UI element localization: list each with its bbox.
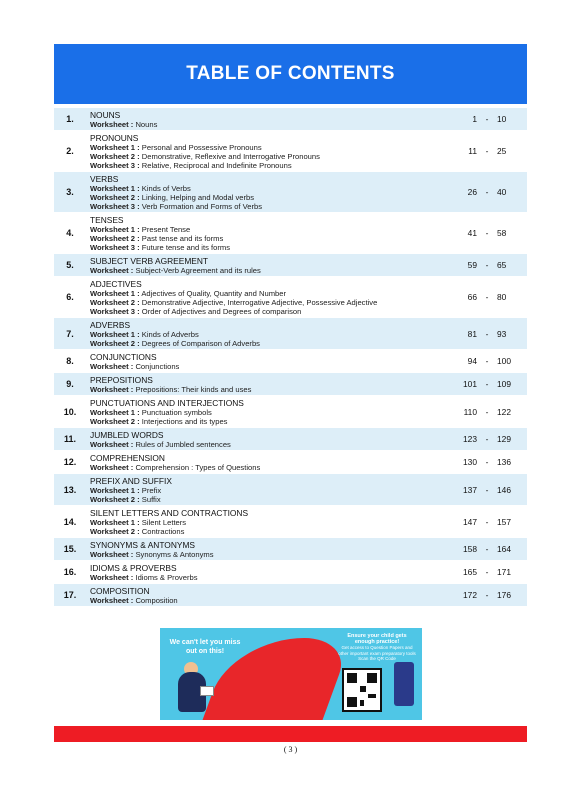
worksheet-label: Worksheet 1 :	[90, 408, 140, 417]
banner-scan-label: Scan the QR Code	[358, 656, 396, 661]
worksheet-label: Worksheet 2 :	[90, 417, 140, 426]
toc-number: 15.	[63, 544, 77, 554]
page-start: 1	[472, 114, 477, 124]
page-range-dash: -	[485, 567, 489, 577]
toc-row[interactable]	[54, 350, 527, 373]
page-range	[447, 457, 527, 467]
toc-number: 12.	[63, 457, 77, 467]
worksheet-text: Punctuation symbols	[141, 408, 212, 417]
banner-message: We can't let you miss out on this!	[169, 639, 241, 655]
toc-number: 3.	[66, 187, 74, 197]
worksheet-text: Synonyms & Antonyms	[135, 550, 214, 559]
page-range-dash: -	[485, 356, 489, 366]
page-start: 123	[463, 434, 477, 444]
worksheet-text: Comprehension : Types of Questions	[135, 463, 261, 472]
toc-number: 2.	[66, 146, 74, 156]
phone-icon	[394, 662, 414, 706]
page-start: 11	[468, 146, 477, 156]
page-start: 172	[463, 590, 477, 600]
worksheet-label: Worksheet 1 :	[90, 225, 140, 234]
toc-number: 1.	[66, 114, 74, 124]
page-range	[447, 292, 527, 302]
toc-row[interactable]	[54, 108, 527, 131]
page-start: 110	[463, 406, 477, 417]
page-end: 25	[497, 146, 507, 156]
toc-row[interactable]	[54, 373, 527, 396]
worksheet-line	[90, 120, 447, 129]
worksheet-text: Interjections and its types	[141, 417, 228, 426]
worksheet-line	[90, 339, 447, 348]
chapter-title: NOUNS	[90, 110, 121, 120]
worksheet-label: Worksheet 1 :	[90, 330, 140, 339]
page-end: 157	[497, 516, 511, 527]
page-start: 41	[467, 228, 477, 238]
worksheet-line	[90, 417, 447, 426]
worksheet-text: Conjunctions	[135, 362, 180, 371]
worksheet-label: Worksheet 3 :	[90, 161, 140, 170]
worksheet-label: Worksheet 2 :	[90, 527, 140, 536]
chapter-title: IDIOMS & PROVERBS	[90, 563, 177, 573]
worksheet-text: Demonstrative Adjective, Interrogative Adjective, Possessive Adjective	[141, 298, 378, 307]
banner-side-heading: Ensure your child gets enough practice!	[347, 633, 407, 645]
page-start: 94	[467, 356, 477, 366]
worksheet-text: Suffix	[141, 495, 161, 504]
worksheet-line	[90, 486, 447, 495]
table-of-contents	[54, 108, 527, 607]
toc-number: 17.	[63, 590, 77, 600]
worksheet-line	[90, 550, 447, 559]
page-start: 147	[463, 516, 477, 527]
page-end: 164	[497, 544, 511, 554]
toc-content	[86, 108, 447, 130]
toc-content	[86, 254, 447, 276]
page-number: ( 3 )	[283, 745, 298, 754]
toc-content	[86, 213, 447, 253]
toc-number: 10.	[63, 406, 77, 417]
page-start: 81	[467, 328, 477, 339]
worksheet-label: Worksheet 2 :	[90, 152, 140, 161]
page-range	[447, 434, 527, 444]
chapter-title: PREPOSITIONS	[90, 375, 153, 385]
page-end: 93	[497, 328, 507, 339]
toc-content	[86, 451, 447, 473]
page-range	[447, 485, 527, 495]
page-range-dash: -	[485, 187, 489, 197]
page-end: 10	[497, 114, 507, 124]
page-range-dash: -	[485, 228, 489, 238]
worksheet-label: Worksheet 2 :	[90, 234, 140, 243]
page-range-dash: -	[485, 516, 489, 527]
page-range	[447, 114, 527, 124]
toc-number: 14.	[63, 516, 77, 527]
worksheet-line	[90, 408, 447, 417]
worksheet-label: Worksheet 3 :	[90, 243, 140, 252]
chapter-title: SUBJECT VERB AGREEMENT	[90, 256, 209, 266]
worksheet-label: Worksheet :	[90, 362, 134, 371]
worksheet-text: Personal and Possessive Pronouns	[141, 143, 262, 152]
worksheet-line	[90, 596, 447, 605]
toc-number: 5.	[66, 260, 74, 270]
worksheet-text: Composition	[135, 596, 178, 605]
worksheet-label: Worksheet 2 :	[90, 193, 140, 202]
toc-content	[86, 318, 447, 349]
worksheet-text: Verb Formation and Forms of Verbs	[141, 202, 263, 211]
page-start: 101	[463, 379, 477, 389]
page-range-dash: -	[485, 292, 489, 302]
footer-bar	[54, 726, 527, 742]
worksheet-label: Worksheet :	[90, 440, 134, 449]
toc-content	[86, 172, 447, 212]
page-range	[447, 356, 527, 366]
worksheet-label: Worksheet 1 :	[90, 143, 140, 152]
worksheet-text: Prepositions: Their kinds and uses	[135, 385, 252, 394]
toc-content	[86, 373, 447, 395]
toc-content	[86, 277, 447, 317]
worksheet-line	[90, 362, 447, 371]
worksheet-text: Nouns	[135, 120, 158, 129]
worksheet-label: Worksheet 1 :	[90, 289, 140, 298]
toc-content	[86, 561, 447, 583]
chapter-title: ADVERBS	[90, 320, 131, 330]
page-end: 58	[497, 228, 507, 238]
chapter-title: PUNCTUATIONS AND INTERJECTIONS	[90, 398, 244, 408]
worksheet-line	[90, 202, 447, 211]
toc-row[interactable]	[54, 561, 527, 584]
page-range	[447, 567, 527, 577]
page-range-dash: -	[485, 379, 489, 389]
toc-row[interactable]	[54, 451, 527, 474]
toc-row[interactable]	[54, 584, 527, 607]
page-range	[447, 146, 527, 156]
page-range-dash: -	[485, 590, 489, 600]
toc-number: 8.	[66, 356, 74, 366]
page-start: 137	[463, 484, 477, 495]
worksheet-label: Worksheet 3 :	[90, 202, 140, 211]
page-range	[447, 544, 527, 554]
worksheet-label: Worksheet 2 :	[90, 339, 140, 348]
worksheet-label: Worksheet :	[90, 596, 134, 605]
toc-row[interactable]	[54, 428, 527, 451]
toc-row[interactable]	[54, 318, 527, 350]
worksheet-text: Silent Letters	[141, 518, 187, 527]
page-end: 100	[497, 356, 511, 366]
toc-number: 11.	[63, 434, 76, 444]
page-range-dash: -	[485, 544, 489, 554]
toc-content	[86, 584, 447, 606]
page-end: 176	[497, 590, 511, 600]
book-icon	[200, 686, 214, 696]
page-range	[447, 260, 527, 270]
page-range-dash: -	[485, 457, 489, 467]
page-start: 66	[467, 292, 477, 302]
worksheet-line	[90, 225, 447, 234]
qr-code-icon[interactable]	[342, 668, 382, 712]
chapter-title: CONJUNCTIONS	[90, 352, 157, 362]
page-range	[447, 379, 527, 389]
worksheet-line	[90, 152, 447, 161]
worksheet-line	[90, 289, 447, 298]
worksheet-label: Worksheet 2 :	[90, 495, 140, 504]
worksheet-label: Worksheet 1 :	[90, 518, 140, 527]
chapter-title: VERBS	[90, 174, 119, 184]
worksheet-line	[90, 307, 447, 316]
page-range	[447, 187, 527, 197]
worksheet-line	[90, 518, 447, 527]
chapter-title: SYNONYMS & ANTONYMS	[90, 540, 196, 550]
worksheet-label: Worksheet :	[90, 385, 134, 394]
toc-content	[86, 396, 447, 427]
worksheet-label: Worksheet 2 :	[90, 298, 140, 307]
worksheet-label: Worksheet :	[90, 550, 134, 559]
page-start: 165	[463, 567, 477, 577]
page-range-dash: -	[485, 260, 489, 270]
worksheet-text: Linking, Helping and Modal verbs	[141, 193, 255, 202]
worksheet-text: Adjectives of Quality, Quantity and Number	[141, 289, 286, 298]
chapter-title: PRONOUNS	[90, 133, 139, 143]
toc-content	[86, 131, 447, 171]
chapter-title: TENSES	[90, 215, 124, 225]
chapter-title: COMPOSITION	[90, 586, 150, 596]
worksheet-label: Worksheet :	[90, 266, 134, 275]
page-range-dash: -	[485, 146, 489, 156]
toc-content	[86, 474, 447, 505]
worksheet-label: Worksheet 1 :	[90, 184, 140, 193]
worksheet-line	[90, 298, 447, 307]
page-range	[447, 329, 527, 339]
worksheet-label: Worksheet 1 :	[90, 486, 140, 495]
worksheet-line	[90, 143, 447, 152]
worksheet-label: Worksheet :	[90, 120, 134, 129]
worksheet-text: Kinds of Adverbs	[141, 330, 199, 339]
chapter-title: ADJECTIVES	[90, 279, 142, 289]
page-end: 136	[497, 457, 511, 467]
worksheet-text: Idioms & Proverbs	[135, 573, 198, 582]
worksheet-line	[90, 440, 447, 449]
page-range-dash: -	[485, 328, 489, 339]
toc-row[interactable]	[54, 277, 527, 318]
toc-row[interactable]	[54, 254, 527, 277]
toc-number: 13.	[63, 484, 77, 495]
chapter-title: PREFIX AND SUFFIX	[90, 476, 172, 486]
toc-content	[86, 428, 447, 450]
worksheet-text: Rules of Jumbled sentences	[135, 440, 231, 449]
worksheet-line	[90, 385, 447, 394]
page-range-dash: -	[485, 434, 489, 444]
toc-row[interactable]	[54, 172, 527, 213]
page-range	[447, 407, 527, 417]
page-range	[447, 590, 527, 600]
page-range-dash: -	[485, 484, 489, 495]
worksheet-line	[90, 193, 447, 202]
worksheet-line	[90, 463, 447, 472]
worksheet-text: Subject-Verb Agreement and its rules	[135, 266, 261, 275]
toc-content	[86, 506, 447, 537]
worksheet-line	[90, 161, 447, 170]
worksheet-text: Degrees of Comparison of Adverbs	[141, 339, 260, 348]
toc-content	[86, 350, 447, 372]
page-start: 26	[467, 187, 477, 197]
worksheet-line	[90, 495, 447, 504]
page-start: 130	[463, 457, 477, 467]
page-range	[447, 228, 527, 238]
worksheet-line	[90, 527, 447, 536]
worksheet-text: Past tense and its forms	[141, 234, 224, 243]
header-banner	[54, 44, 527, 104]
worksheet-text: Contractions	[141, 527, 185, 536]
banner-side-text	[338, 634, 416, 662]
page-end: 65	[497, 260, 507, 270]
page-end: 129	[497, 434, 511, 444]
chapter-title: SILENT LETTERS AND CONTRACTIONS	[90, 508, 249, 518]
worksheet-line	[90, 330, 447, 339]
toc-row[interactable]	[54, 538, 527, 561]
page-end: 122	[497, 406, 511, 417]
toc-number: 16.	[63, 567, 77, 577]
page-range	[447, 517, 527, 527]
page-title: TABLE OF CONTENTS	[186, 63, 395, 84]
worksheet-text: Demonstrative, Reflexive and Interrogative Pronouns	[141, 152, 320, 161]
worksheet-line	[90, 243, 447, 252]
toc-row[interactable]	[54, 506, 527, 538]
worksheet-label: Worksheet 3 :	[90, 307, 140, 316]
chapter-title: COMPREHENSION	[90, 453, 165, 463]
page-end: 146	[497, 484, 511, 495]
page-end: 171	[497, 567, 511, 577]
page-range-dash: -	[485, 114, 489, 124]
toc-number: 7.	[66, 328, 74, 339]
worksheet-text: Order of Adjectives and Degrees of comparison	[141, 307, 302, 316]
worksheet-label: Worksheet :	[90, 573, 134, 582]
worksheet-text: Prefix	[141, 486, 162, 495]
toc-number: 4.	[66, 228, 74, 238]
page-end: 40	[497, 187, 507, 197]
toc-row[interactable]	[54, 213, 527, 254]
worksheet-text: Present Tense	[141, 225, 191, 234]
worksheet-line	[90, 234, 447, 243]
page-range-dash: -	[485, 406, 489, 417]
worksheet-text: Relative, Reciprocal and Indefinite Pronouns	[141, 161, 292, 170]
chapter-title: JUMBLED WORDS	[90, 430, 164, 440]
worksheet-line	[90, 184, 447, 193]
page-end: 80	[497, 292, 507, 302]
toc-row[interactable]	[54, 131, 527, 172]
toc-row[interactable]	[54, 396, 527, 428]
toc-content	[86, 538, 447, 560]
toc-row[interactable]	[54, 474, 527, 506]
page-start: 158	[463, 544, 477, 554]
page-end: 109	[497, 379, 511, 389]
worksheet-text: Future tense and its forms	[141, 243, 230, 252]
page-start: 59	[467, 260, 477, 270]
banner-side-body: Get access to Question Papers and other important exam preparatory tools	[338, 645, 416, 656]
worksheet-label: Worksheet :	[90, 463, 134, 472]
toc-number: 9.	[66, 379, 74, 389]
worksheet-line	[90, 266, 447, 275]
toc-number: 6.	[66, 292, 74, 302]
promo-banner[interactable]	[160, 628, 422, 720]
worksheet-line	[90, 573, 447, 582]
worksheet-text: Kinds of Verbs	[141, 184, 191, 193]
